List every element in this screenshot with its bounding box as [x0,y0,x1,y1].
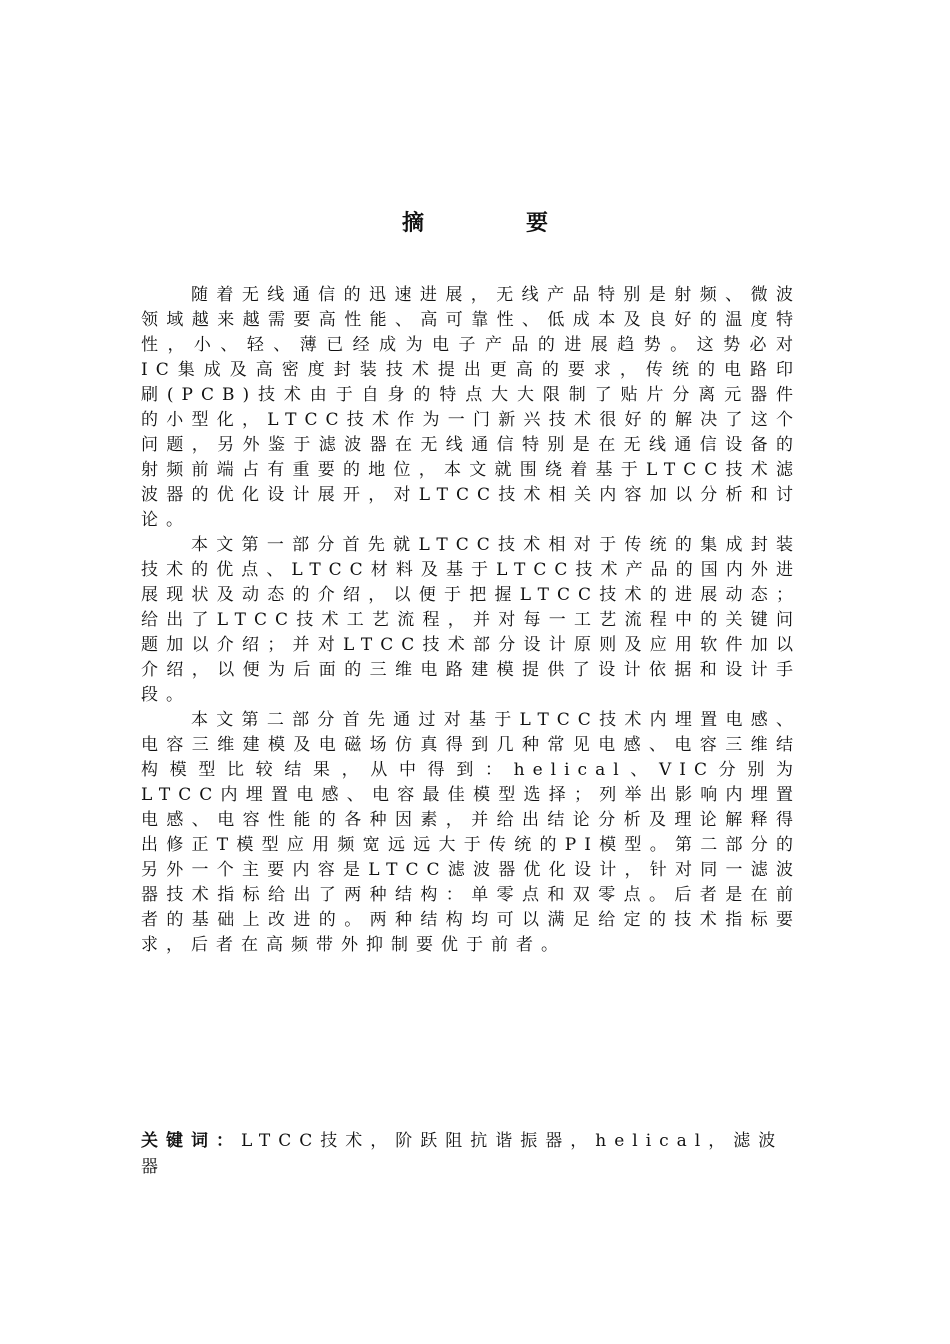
paragraph-intro: 随着无线通信的迅速进展，无线产品特别是射频、微波领域越来越需要高性能、高可靠性、低成本及良好的温度特性，小、轻、薄已经成为电子产品的进展趋势。这势必对IC集成及高密度封装技术提出更高的要求，传统的电路印刷(PCB)技术由于自身的特点大大限制了贴片分离元器件的小型化，LTCC技术作为一门新兴技术很好的解决了这个问题，另外鉴于滤波器在无线通信特别是在无线通信设备的射频前端占有重要的地位，本文就围绕着基于LTCC技术滤波器的优化设计展开，对LTCC技术相关内容加以分析和讨论。 [141,285,801,530]
paragraph-part-two: 本文第二部分首先通过对基于LTCC技术内埋置电感、电容三维建模及电磁场仿真得到几种常见电感、电容三维结构模型比较结果，从中得到：helical、VIC分别为LTCC内埋置电感、电容最佳模型选择；列举出影响内埋置电感、电容性能的各种因素，并给出结论分析及理论解释得出修正T模型应用频宽远远大于传统的PI模型。第二部分的另外一个主要内容是LTCC滤波器优化设计，针对同一滤波器技术指标给出了两种结构：单零点和双零点。后者是在前者的基础上改进的。两种结构均可以满足给定的技术指标要求，后者在高频带外抑制要优于前者。 [141,710,801,955]
abstract-body [141,283,801,958]
keywords-text: LTCC技术，阶跃阻抗谐振器，helical，滤波器 [141,1131,784,1177]
keywords-label: 关键词： [141,1131,241,1151]
keywords-section [141,1128,801,1180]
paragraph-part-one: 本文第一部分首先就LTCC技术相对于传统的集成封装技术的优点、LTCC材料及基于LTCC技术产品的国内外进展现状及动态的介绍，以便于把握LTCC技术的进展动态；给出了LTCC技术工艺流程，并对每一工艺流程中的关键问题加以介绍；并对LTCC技术部分设计原则及应用软件加以介绍，以便为后面的三维电路建模提供了设计依据和设计手段。 [141,535,801,705]
page-title: 摘 要 [401,211,588,236]
